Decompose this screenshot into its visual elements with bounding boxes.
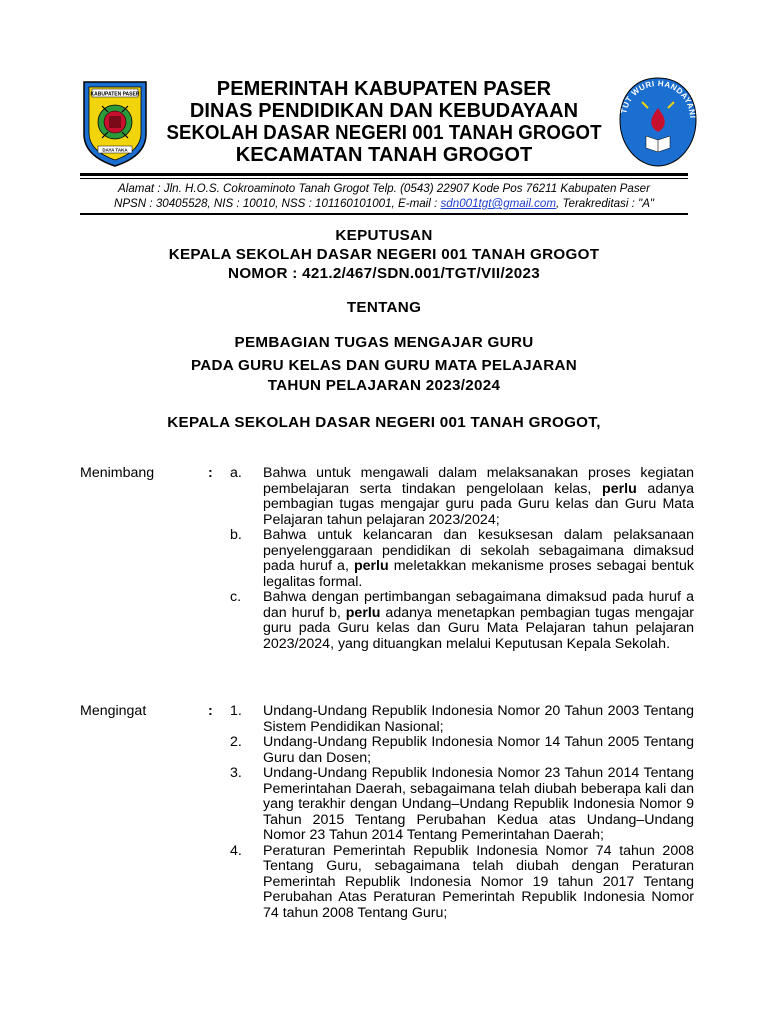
letterhead-title [150, 78, 618, 166]
item-text: Undang-Undang Republik Indonesia Nomor 14 Tahun 2005 Tentang Guru dan Dosen; [263, 734, 694, 766]
item-text: Bahwa untuk mengawali dalam melaksanakan proses kegiatan pembelajaran serta tindakan pengelolaan kelas, [263, 465, 694, 497]
mengingat-section [80, 704, 694, 921]
decree-issuer: KEPALA SEKOLAH DASAR NEGERI 001 TANAH GROGOT [168, 246, 600, 263]
menimbang-colon: : [208, 465, 213, 481]
item-marker: c. [230, 589, 242, 605]
item-marker: 1. [230, 703, 242, 719]
address-line: Alamat : Jln. H.O.S. Cokroaminoto Tanah Grogot Telp. (0543) 22907 Kode Pos 76211 Kabupaten Paser [118, 182, 650, 195]
item-marker: b. [230, 527, 242, 543]
item-text: Peraturan Pemerintah Republik Indonesia Nomor 74 tahun 2008 Tentang Guru, sebagaimana telah diubah dengan Peraturan Pemerintah Republik Indonesia Nomor 19 tahun 2017 Tentang Perubahan Atas Peraturan Pemerintah Republik Indonesia Nomor 74 tahun 2008 Tentang Guru; [263, 842, 694, 921]
item-marker: 3. [230, 765, 242, 781]
mengingat-item-2 [230, 735, 694, 766]
item-text: Bahwa untuk kelancaran dan kesuksesan dalam pelaksanaan penyelenggaraan pendidikan di sekolah sebagaimana dimaksud pada huruf a, [263, 527, 694, 574]
address-divider [80, 213, 688, 215]
emblem-top-text: KABUPATEN PASER [90, 91, 140, 98]
letterhead-line-district: KECAMATAN TANAH GROGOT [235, 144, 533, 166]
kabupaten-paser-emblem [80, 76, 150, 168]
letterhead-line-department: DINAS PENDIDIKAN DAN KEBUDAYAAN [189, 100, 579, 122]
decree-subject-line3: TAHUN PELAJARAN 2023/2024 [267, 377, 501, 394]
item-text: adanya pembagian tugas mengajar guru pada Guru kelas dan Guru Mata Pelajaran tahun pelajaran 2023/2024; [263, 480, 694, 528]
item-marker: 2. [230, 734, 242, 750]
decree-tentang: TENTANG [346, 299, 422, 316]
mengingat-item-1 [230, 704, 694, 735]
menimbang-section [80, 466, 694, 652]
item-emphasis: perlu [602, 480, 637, 497]
item-text: Undang-Undang Republik Indonesia Nomor 23 Tahun 2014 Tentang Pemerintahan Daerah, sebagaimana telah diubah beberapa kali dan yang terakhir dengan Undang–Undang Republik Indonesia Nomor 9 Tahun 2015 Tentang Perubahan Kedua atas Undang–Undang Nomor 23 Tahun 2014 Tentang Pemerintahan Daerah; [263, 765, 694, 843]
decree-heading: KEPUTUSAN [335, 227, 433, 244]
decree-subject-line2: PADA GURU KELAS DAN GURU MATA PELAJARAN [190, 357, 578, 374]
item-marker: a. [230, 465, 242, 481]
decree-subject-line1: PEMBAGIAN TUGAS MENGAJAR GURU [234, 334, 534, 351]
item-marker: 4. [230, 842, 242, 859]
mengingat-item-4 [230, 844, 694, 922]
email-link[interactable]: sdn001tgt@gmail.com [440, 197, 557, 210]
identity-line [80, 196, 688, 211]
mengingat-colon: : [208, 703, 213, 719]
tut-wuri-handayani-logo [616, 74, 700, 170]
item-emphasis: perlu [345, 604, 381, 621]
menimbang-item-b [230, 528, 694, 590]
letterhead-line-school: SEKOLAH DASAR NEGERI 001 TANAH GROGOT [166, 122, 602, 144]
letterhead-line-government: PEMERINTAH KABUPATEN PASER [216, 78, 552, 100]
logo-motto-text: TUT WURI HANDAYANI [619, 78, 698, 119]
menimbang-item-a [230, 466, 694, 528]
item-text: Undang-Undang Republik Indonesia Nomor 20 Tahun 2003 Tentang Sistem Pendidikan Nasional; [263, 703, 694, 735]
item-text: Bahwa dengan pertimbangan sebagaimana dimaksud pada huruf a dan huruf b, [263, 589, 694, 621]
letterhead-divider-thin [80, 178, 688, 179]
menimbang-item-c [230, 590, 694, 652]
emblem-bottom-text: DAYA TAKA [102, 147, 128, 153]
decree-authority: KEPALA SEKOLAH DASAR NEGERI 001 TANAH GROGOT, [167, 414, 601, 431]
item-text: adanya menetapkan pembagian tugas mengajar guru pada Guru kelas dan Guru Mata Pelajaran tahun pelajaran 2023/2024, yang dituangkan melalui Keputusan Kepala Sekolah. [263, 604, 694, 652]
accreditation: , Terakreditasi : "A" [556, 197, 655, 210]
item-emphasis: perlu [353, 558, 389, 574]
item-text: meletakkan mekanisme proses sebagai bentuk legalitas formal. [263, 558, 694, 590]
letterhead-address [80, 181, 688, 211]
identity-numbers: NPSN : 30405528, NIS : 10010, NSS : 101160101001, E-mail : [113, 197, 441, 210]
letterhead-divider-thick [80, 173, 688, 176]
menimbang-label: Menimbang [80, 465, 155, 481]
mengingat-item-3 [230, 766, 694, 844]
decree-number: NOMOR : 421.2/467/SDN.001/TGT/VII/2023 [228, 265, 540, 282]
mengingat-label: Mengingat [80, 703, 147, 719]
